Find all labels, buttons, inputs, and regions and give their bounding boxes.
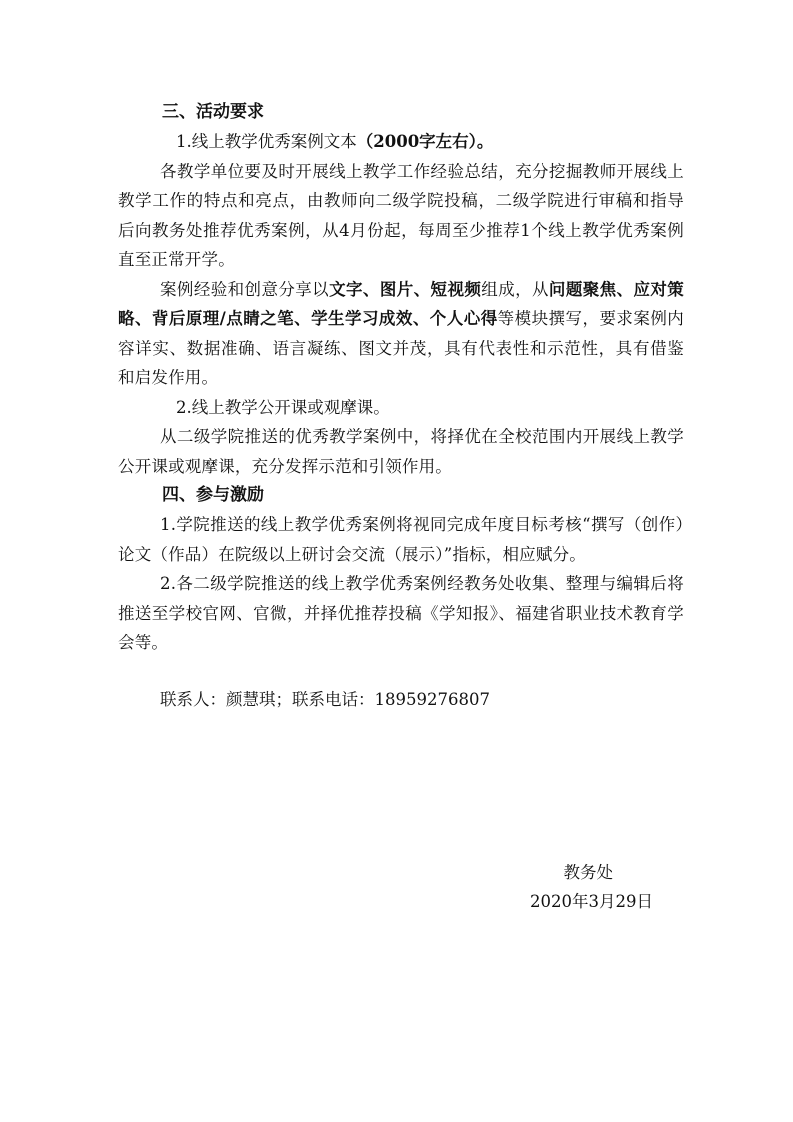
paragraph-incentive-2: 2.各二级学院推送的线上教学优秀案例经教务处收集、整理与编辑后将推送至学校官网、官微，并择优推荐投稿《学知报》、福建省职业技术教育学会等。 (118, 574, 684, 652)
paragraph-case-summary: 各教学单位要及时开展线上教学工作经验总结，充分挖掘教师开展线上教学工作的特点和亮点，由教师向二级学院投稿，二级学院进行审稿和指导后向教务处推荐优秀案例，从4月份起，每周至少推荐1个线上教学优秀案例直至正常开学。 (118, 161, 684, 269)
signature-org: 教务处 (563, 863, 613, 882)
contact-info: 联系人：颜慧琪；联系电话：18959276807 (160, 690, 490, 709)
item-1-title (118, 127, 684, 157)
document-body (118, 98, 684, 658)
paragraph-case-format-part1: 案例经验和创意分享以 (160, 279, 330, 299)
item-1-title-text: 1.线上教学优秀案例文本 (176, 132, 357, 151)
section-heading-activity-requirements: 三、活动要求 (162, 102, 264, 122)
paragraph-case-format-part2: 组成，从 (481, 279, 549, 299)
section-heading-incentives: 四、参与激励 (162, 485, 264, 505)
paragraph-case-format-bold2: 问题聚焦、应对策略、背后原理/点睛之笔、学生学习成效、个人心得 (118, 279, 684, 328)
signature-block (453, 858, 653, 916)
item-1-title-bold: （2000字左右）。 (356, 132, 494, 151)
paragraph-case-format-part3: 等模块撰写，要求案例内容详实、数据准确、语言凝练、图文并茂，具有代表性和示范性，具有借鉴和启发作用。 (118, 309, 684, 387)
paragraph-open-class: 从二级学院推送的优秀教学案例中，将择优在全校范围内开展线上教学公开课或观摩课，充分发挥示范和引领作用。 (118, 427, 684, 476)
item-2-title: 2.线上教学公开课或观摩课。 (176, 397, 390, 417)
signature-date: 2020年3月29日 (530, 892, 653, 911)
paragraph-case-format (118, 275, 684, 393)
paragraph-incentive-1: 1.学院推送的线上教学优秀案例将视同完成年度目标考核“撰写（创作）论文（作品）在院级以上研讨会交流（展示）”指标，相应赋分。 (118, 515, 684, 564)
paragraph-case-format-bold1: 文字、图片、短视频 (329, 279, 482, 299)
